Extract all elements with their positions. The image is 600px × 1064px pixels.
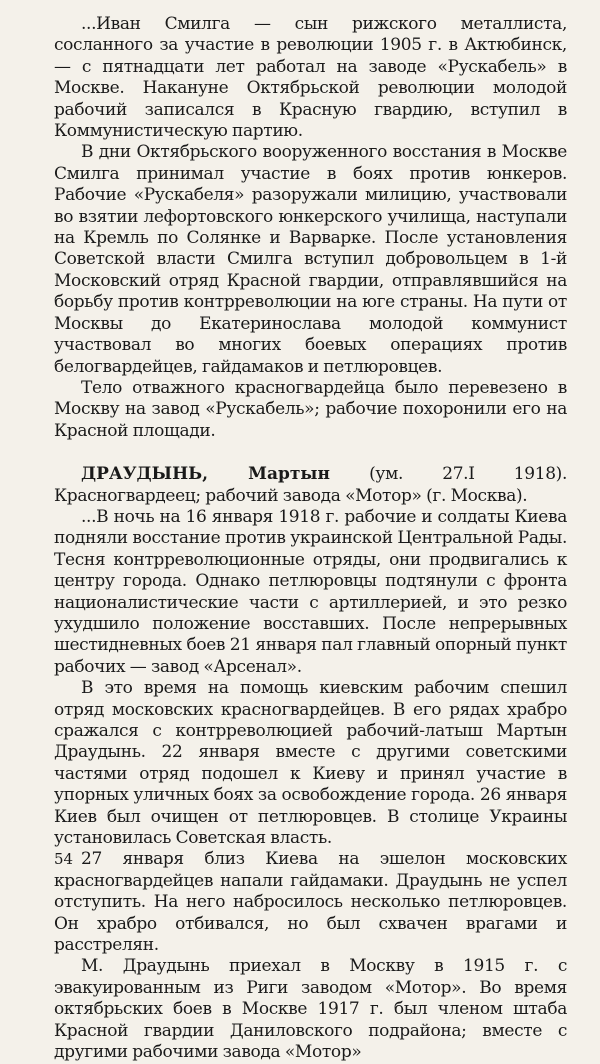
paragraph-smilga-1: ...Иван Смилга — сын рижского металлиста, сосланного за участие в революции 1905 г. в Актюбинск, — с пятнадцати лет работал на заводе «Рускабель» в Москве. Накануне Октябрьской революции молодой рабочий записался в Красную гвардию, вступил в Коммунистическую партию.	[54, 14, 567, 142]
entry-description: (ум. 27.I 1918). Красногвардеец; рабочий завода «Мотор» (г. Москва).	[54, 464, 567, 506]
paragraph-smilga-2: В дни Октябрьского вооруженного восстания в Москве Смилга принимал участие в боях против юнкеров. Рабочие «Рускабеля» разоружали милицию, участвовали во взятии лефортовского юнкерского училища, наступали на Кремль по Солянке и Варварке. После установления Советской власти Смилга вступил добровольцем в 1-й Московский отряд Красной гвардии, отправлявшийся на борьбу против контрреволюции на юге страны. На пути от Москвы до Екатеринослава молодой коммунист участвовал во многих боевых операциях против белогвардейцев, гайдамаков и петлюровцев.	[54, 142, 567, 377]
paragraph-draudyn-4: М. Драудынь приехал в Москву в 1915 г. с эвакуированным из Риги заводом «Мотор». Во время октябрьских боев в Москве 1917 г. был членом штаба Красной гвардии Даниловского подрайона; вместе с другими рабочими завода «Мотор»	[54, 956, 567, 1063]
paragraph-draudyn-3: 27 января близ Киева на эшелон московских красногвардейцев напали гайдамаки. Драудынь не успел отступить. На него набросилось несколько петлюровцев. Он храбро отбивался, но был схвачен врагами и расстрелян.	[54, 849, 567, 956]
entry-name: ДРАУДЫНЬ, Мартын	[81, 464, 330, 485]
page-body	[54, 14, 567, 1064]
entry-heading	[54, 464, 567, 507]
paragraph-smilga-3: Тело отважного красногвардейца было перевезено в Москву на завод «Рускабель»; рабочие похоронили его на Красной площади.	[54, 377, 567, 441]
page-number: 54	[54, 850, 74, 868]
paragraph-draudyn-1: ...В ночь на 16 января 1918 г. рабочие и солдаты Киева подняли восстание против украинской Центральной Рады. Тесня контрреволюционные отряды, они продвигались к центру города. Однако петлюровцы подтянули с фронта националистические части с артиллерией, и это резко ухудшило положение восставших. После непрерывных шестидневных боев 21 января пал главный опорный пункт рабочих — завод «Арсенал».	[54, 506, 567, 677]
paragraph-draudyn-2: В это время на помощь киевским рабочим спешил отряд московских красногвардейцев. В его рядах храбро сражался с контрреволюцией рабочий-латыш Мартын Драудынь. 22 января вместе с другими советскими частями отряд подошел к Киеву и принял участие в упорных уличных боях за освобождение города. 26 января Киев был очищен от петлюровцев. В столице Украины установилась Советская власть.	[54, 678, 567, 849]
